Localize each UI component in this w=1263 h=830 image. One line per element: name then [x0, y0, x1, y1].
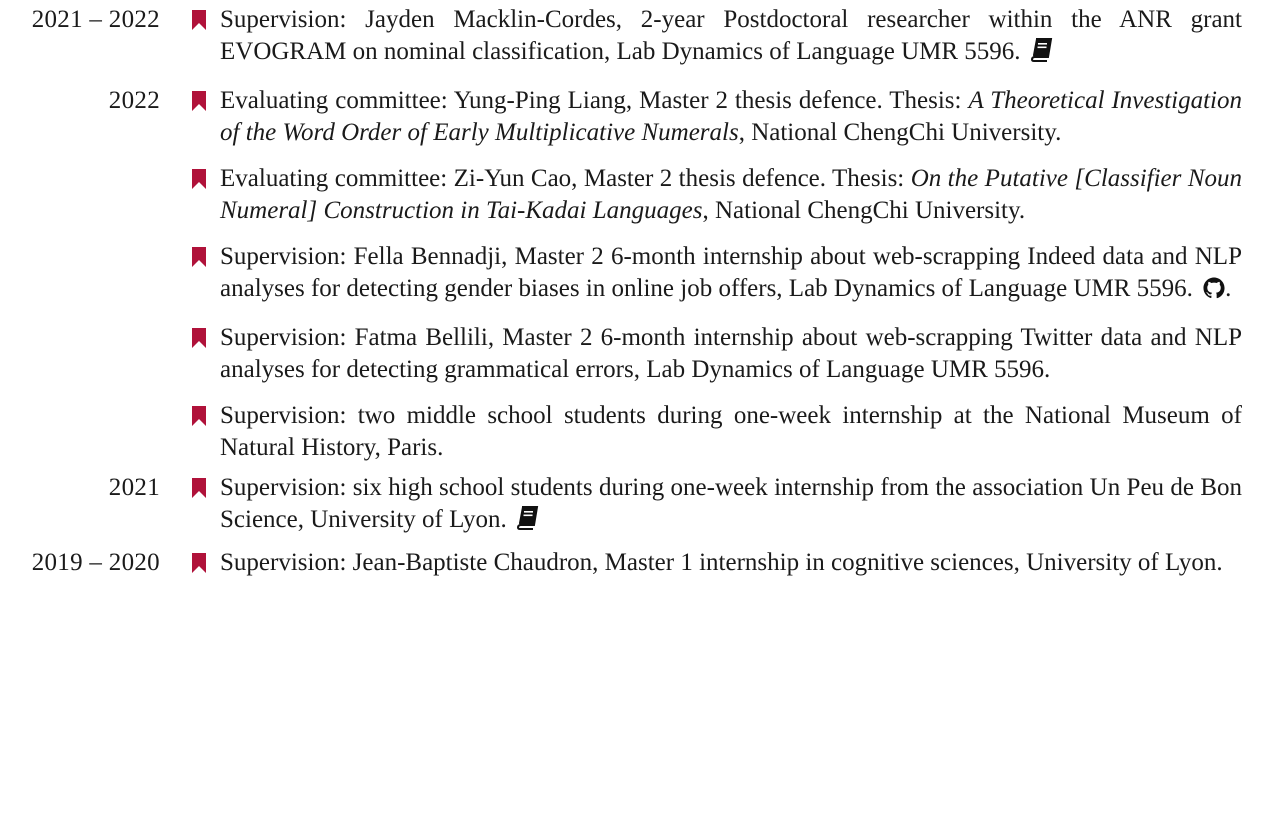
entry-date: 2021 – 2022 — [31, 6, 160, 33]
entry-text — [220, 241, 1242, 308]
list-item — [0, 322, 1263, 386]
entry-text — [220, 472, 1242, 539]
bookmark-icon — [192, 85, 220, 117]
entry-text — [220, 163, 1242, 227]
thesis-title: A Theoretical Investigation of the Word Order of Early Multiplicative Numerals — [220, 87, 1243, 146]
github-icon[interactable] — [1203, 276, 1225, 308]
entry-description: Supervision: two middle school students during one-week internship at the National Museum of Natural History, Paris. — [220, 402, 1242, 461]
entry-description: Supervision: Jean-Baptiste Chaudron, Master 1 internship in cognitive sciences, University of Lyon. — [220, 549, 1223, 576]
supervision-list — [0, 4, 1263, 593]
list-item — [0, 85, 1263, 149]
entry-date: 2022 — [108, 87, 160, 114]
list-item — [0, 547, 1263, 579]
list-item — [0, 4, 1263, 71]
entry-text — [220, 400, 1242, 464]
entry-description: Supervision: Fatma Bellili, Master 2 6-month internship about web-scrapping Twitter data and NLP analyses for detecting grammatical errors, Lab Dynamics of Language UMR 5596. — [220, 324, 1242, 383]
entry-description: Evaluating committee: Yung-Ping Liang, Master 2 thesis defence. Thesis: — [220, 87, 969, 114]
book-icon[interactable] — [517, 506, 539, 539]
entry-affiliation: , National ChengChi University. — [702, 197, 1026, 224]
list-item — [0, 163, 1263, 227]
list-item — [0, 472, 1263, 539]
entry-text — [220, 85, 1242, 149]
list-item — [0, 400, 1263, 464]
list-item — [0, 241, 1263, 308]
entry-description: Supervision: Jayden Macklin-Cordes, 2-year Postdoctoral researcher within the ANR grant EVOGRAM on nominal classification, Lab Dynamics of Language UMR 5596. — [220, 6, 1242, 65]
bookmark-icon — [192, 163, 220, 195]
entry-affiliation: , National ChengChi University. — [738, 119, 1062, 146]
bookmark-icon — [192, 400, 220, 432]
entry-description: Supervision: six high school students during one-week internship from the association Un Peu de Bon Science, University of Lyon. — [220, 474, 1242, 533]
entry-text — [220, 322, 1242, 386]
entry-description: Supervision: Fella Bennadji, Master 2 6-month internship about web-scrapping Indeed data and NLP analyses for detecting gender biases in online job offers, Lab Dynamics of Language UMR 5596. — [220, 243, 1242, 302]
entry-description: Evaluating committee: Zi-Yun Cao, Master 2 thesis defence. Thesis: — [220, 165, 911, 192]
entry-text — [220, 4, 1242, 71]
bookmark-icon — [192, 322, 220, 354]
entry-text — [220, 547, 1242, 579]
entry-date: 2021 — [108, 474, 160, 501]
bookmark-icon — [192, 547, 220, 579]
book-icon[interactable] — [1031, 38, 1053, 71]
entry-end: . — [1225, 275, 1232, 302]
entry-date: 2019 – 2020 — [31, 549, 160, 576]
thesis-title: On the Putative [Classifier Noun Numeral] Construction in Tai-Kadai Languages — [220, 165, 1242, 224]
bookmark-icon — [192, 4, 220, 36]
bookmark-icon — [192, 472, 220, 504]
bookmark-icon — [192, 241, 220, 273]
